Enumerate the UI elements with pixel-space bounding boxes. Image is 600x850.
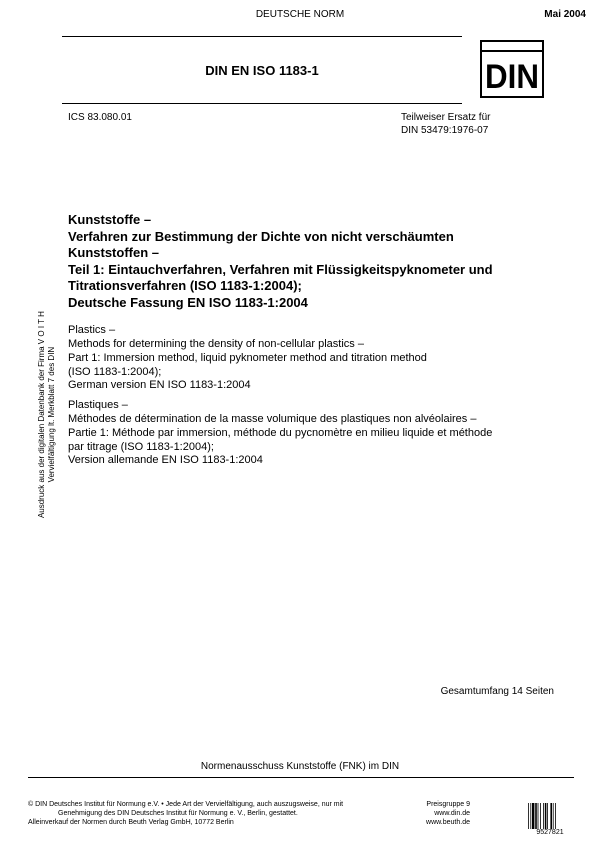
title-fr-line: Plastiques – bbox=[68, 399, 128, 411]
title-de-line: Kunststoffe – bbox=[68, 212, 152, 227]
title-en-line: German version EN ISO 1183-1:2004 bbox=[68, 379, 251, 392]
copyright-line: Genehmigung des DIN Deutsches Institut für Normung e. V., Berlin, gestattet. bbox=[58, 810, 298, 818]
title-german bbox=[68, 212, 588, 311]
replacement-line: DIN 53479:1976-07 bbox=[401, 124, 489, 136]
replacement-info bbox=[401, 112, 490, 137]
standard-type-label: DEUTSCHE NORM bbox=[255, 9, 345, 20]
title-de-line: Verfahren zur Bestimmung der Dichte von nicht verschäumten bbox=[68, 228, 454, 244]
din-logo-text: DIN bbox=[485, 58, 539, 96]
title-de-line: Kunststoffen – bbox=[68, 245, 159, 260]
title-de-line: Teil 1: Eintauchverfahren, Verfahren mit Flüssigkeitspyknometer und bbox=[68, 261, 493, 277]
title-french bbox=[68, 399, 588, 468]
committee-name: Normenausschuss Kunststoffe (FNK) im DIN bbox=[200, 761, 400, 772]
replacement-line: Teilweiser Ersatz für bbox=[401, 112, 491, 123]
title-fr-line: Méthodes de détermination de la masse volumique des plastiques non alvéolaires – bbox=[68, 412, 477, 425]
title-en-line: (ISO 1183-1:2004); bbox=[68, 365, 162, 378]
title-de-line: Titrationsverfahren (ISO 1183-1:2004); bbox=[68, 278, 302, 293]
din-website-link[interactable]: www.din.de bbox=[434, 810, 470, 818]
publication-date: Mai 2004 bbox=[544, 9, 586, 20]
title-english bbox=[68, 324, 588, 393]
title-fr-line: Version allemande EN ISO 1183-1:2004 bbox=[68, 454, 263, 467]
barcode-number: 9527821 bbox=[536, 829, 564, 836]
total-pages: Gesamtumfang 14 Seiten bbox=[440, 686, 554, 697]
title-en-line: Methods for determining the density of non-cellular plastics – bbox=[68, 337, 364, 350]
copyright-line: © DIN Deutsches Institut für Normung e.V. • Jede Art der Vervielfältigung, auch auszugsweise, nur mit bbox=[28, 801, 344, 808]
ics-code: ICS 83.080.01 bbox=[68, 112, 132, 123]
title-fr-line: Partie 1: Méthode par immersion, méthode du pycnomètre en milieu liquide et méthode bbox=[68, 426, 493, 439]
title-en-line: Plastics – bbox=[68, 324, 116, 336]
beuth-website-link[interactable]: www.beuth.de bbox=[426, 819, 470, 827]
barcode-icon bbox=[528, 803, 572, 829]
copyright-line: Alleinverkauf der Normen durch Beuth Verlag GmbH, 10772 Berlin bbox=[28, 819, 234, 827]
title-de-line: Deutsche Fassung EN ISO 1183-1:2004 bbox=[68, 294, 308, 310]
footer-divider bbox=[28, 777, 574, 778]
title-fr-line: par titrage (ISO 1183-1:2004); bbox=[68, 440, 214, 453]
title-en-line: Part 1: Immersion method, liquid pyknometer method and titration method bbox=[68, 351, 427, 364]
document-number: DIN EN ISO 1183-1 bbox=[205, 62, 319, 78]
din-logo-icon bbox=[480, 40, 544, 98]
price-group: Preisgruppe 9 bbox=[426, 801, 470, 808]
copyright-notice bbox=[28, 800, 343, 827]
side-note-line: Ausdruck aus der digitalen Datenbank der Firma V O I T H bbox=[36, 311, 46, 519]
side-note-line: Vervielfältigung lt. Merkblatt 7 des DIN bbox=[46, 347, 56, 483]
price-info bbox=[390, 800, 470, 827]
document-number-box bbox=[62, 36, 462, 104]
side-note bbox=[28, 270, 64, 560]
